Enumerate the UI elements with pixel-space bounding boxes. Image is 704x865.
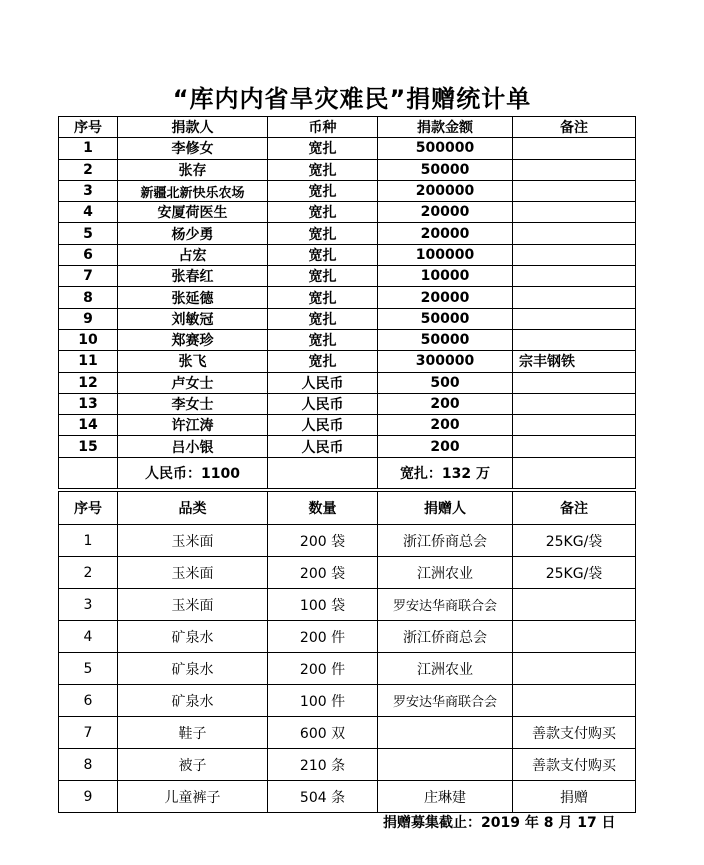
row-number: 3 [59,589,118,621]
total-rmb: 人民币：1100 [118,457,268,488]
column-header: 币种 [268,117,378,138]
donor: 罗安达华商联合会 [378,589,513,621]
goods-donation-table [58,491,636,813]
donor-name: 李女士 [118,393,268,414]
currency: 宽扎 [268,159,378,180]
table-row [59,266,636,287]
remark [513,653,636,685]
amount: 20000 [378,202,513,223]
table-row [59,159,636,180]
table-row [59,717,636,749]
donor-name: 吕小银 [118,436,268,457]
currency: 宽扎 [268,138,378,159]
column-header: 备注 [513,117,636,138]
table-row [59,393,636,414]
donor: 罗安达华商联合会 [378,685,513,717]
remark [513,223,636,244]
deadline-note: 捐赠募集截止：2019 年 8 月 17 日 [383,815,616,831]
amount: 500 [378,372,513,393]
donor-name: 张飞 [118,351,268,372]
currency: 宽扎 [268,329,378,350]
currency: 人民币 [268,436,378,457]
quantity: 600 双 [268,717,378,749]
table-row [59,685,636,717]
donor [378,717,513,749]
total-kwanza: 宽扎：132 万 [378,457,513,488]
row-number: 9 [59,308,118,329]
amount: 50000 [378,329,513,350]
table-row [59,329,636,350]
row-number: 1 [59,138,118,159]
quantity: 504 条 [268,781,378,813]
row-number: 2 [59,557,118,589]
item-category: 儿童裤子 [118,781,268,813]
row-number: 1 [59,525,118,557]
row-number: 7 [59,717,118,749]
remark [513,621,636,653]
row-number: 13 [59,393,118,414]
amount: 300000 [378,351,513,372]
row-number: 3 [59,180,118,201]
table-row [59,525,636,557]
currency: 宽扎 [268,287,378,308]
donor-name: 安厦荷医生 [118,202,268,223]
item-category: 玉米面 [118,589,268,621]
currency: 人民币 [268,415,378,436]
table-row [59,287,636,308]
empty-cell [268,457,378,488]
column-header: 序号 [59,117,118,138]
amount: 100000 [378,244,513,265]
currency: 宽扎 [268,223,378,244]
currency: 宽扎 [268,244,378,265]
donor-name: 郑赛珍 [118,329,268,350]
currency: 宽扎 [268,202,378,223]
column-header: 捐款金额 [378,117,513,138]
row-number: 6 [59,244,118,265]
column-header: 捐款人 [118,117,268,138]
item-category: 玉米面 [118,557,268,589]
quantity: 100 件 [268,685,378,717]
donor: 江洲农业 [378,653,513,685]
remark: 25KG/袋 [513,525,636,557]
item-category: 矿泉水 [118,653,268,685]
currency: 宽扎 [268,266,378,287]
donor-name: 张延德 [118,287,268,308]
table-row [59,749,636,781]
remark [513,436,636,457]
remark: 25KG/袋 [513,557,636,589]
row-number: 7 [59,266,118,287]
remark [513,685,636,717]
remark [513,589,636,621]
table-row [59,415,636,436]
remark [513,244,636,265]
item-category: 被子 [118,749,268,781]
donor-name: 杨少勇 [118,223,268,244]
row-number: 10 [59,329,118,350]
remark: 善款支付购买 [513,717,636,749]
donor: 江洲农业 [378,557,513,589]
column-header: 备注 [513,492,636,525]
donor [378,749,513,781]
row-number: 8 [59,287,118,308]
row-number: 8 [59,749,118,781]
remark [513,329,636,350]
row-number: 11 [59,351,118,372]
remark [513,180,636,201]
row-number: 2 [59,159,118,180]
table-row [59,180,636,201]
amount: 50000 [378,308,513,329]
donor: 浙江侨商总会 [378,621,513,653]
column-header: 品类 [118,492,268,525]
currency: 人民币 [268,372,378,393]
row-number: 6 [59,685,118,717]
document-title: “库内内省旱灾难民”捐赠统计单 [172,85,532,113]
table-row [59,781,636,813]
remark [513,202,636,223]
row-number: 12 [59,372,118,393]
row-number: 5 [59,653,118,685]
remark [513,287,636,308]
table-row [59,202,636,223]
table-row [59,557,636,589]
table-row [59,589,636,621]
remark: 捐赠 [513,781,636,813]
currency: 人民币 [268,393,378,414]
row-number: 15 [59,436,118,457]
remark [513,159,636,180]
item-category: 矿泉水 [118,685,268,717]
amount: 200000 [378,180,513,201]
amount: 50000 [378,159,513,180]
amount: 20000 [378,223,513,244]
remark: 宗丰钢铁 [513,351,636,372]
column-header: 序号 [59,492,118,525]
donor-name: 刘敏冠 [118,308,268,329]
column-header: 捐赠人 [378,492,513,525]
row-number: 4 [59,202,118,223]
table-row [59,223,636,244]
quantity: 200 件 [268,621,378,653]
donor-name: 占宏 [118,244,268,265]
donor-name: 新疆北新快乐农场 [118,180,268,201]
remark [513,393,636,414]
donor: 庄琳建 [378,781,513,813]
donor-name: 张存 [118,159,268,180]
remark [513,372,636,393]
table-row [59,138,636,159]
donor-name: 张春红 [118,266,268,287]
table-row [59,436,636,457]
item-category: 玉米面 [118,525,268,557]
remark [513,415,636,436]
empty-cell [513,457,636,488]
quantity: 210 条 [268,749,378,781]
remark [513,138,636,159]
quantity: 100 袋 [268,589,378,621]
table-row [59,372,636,393]
remark [513,308,636,329]
table-row [59,621,636,653]
cash-donation-table [58,116,636,489]
amount: 200 [378,436,513,457]
currency: 宽扎 [268,180,378,201]
donor-name: 李修女 [118,138,268,159]
row-number: 9 [59,781,118,813]
quantity: 200 件 [268,653,378,685]
currency: 宽扎 [268,308,378,329]
donor-name: 卢女士 [118,372,268,393]
goods-header-row [59,492,636,525]
cash-header-row [59,117,636,138]
quantity: 200 袋 [268,525,378,557]
table-row [59,308,636,329]
table-row [59,244,636,265]
item-category: 矿泉水 [118,621,268,653]
amount: 20000 [378,287,513,308]
table-row [59,653,636,685]
donor-name: 许江涛 [118,415,268,436]
item-category: 鞋子 [118,717,268,749]
totals-row [59,457,636,488]
row-number: 4 [59,621,118,653]
quantity: 200 袋 [268,557,378,589]
remark [513,266,636,287]
donor: 浙江侨商总会 [378,525,513,557]
currency: 宽扎 [268,351,378,372]
table-row [59,351,636,372]
amount: 500000 [378,138,513,159]
amount: 10000 [378,266,513,287]
row-number: 14 [59,415,118,436]
row-number: 5 [59,223,118,244]
column-header: 数量 [268,492,378,525]
remark: 善款支付购买 [513,749,636,781]
amount: 200 [378,393,513,414]
amount: 200 [378,415,513,436]
empty-cell [59,457,118,488]
